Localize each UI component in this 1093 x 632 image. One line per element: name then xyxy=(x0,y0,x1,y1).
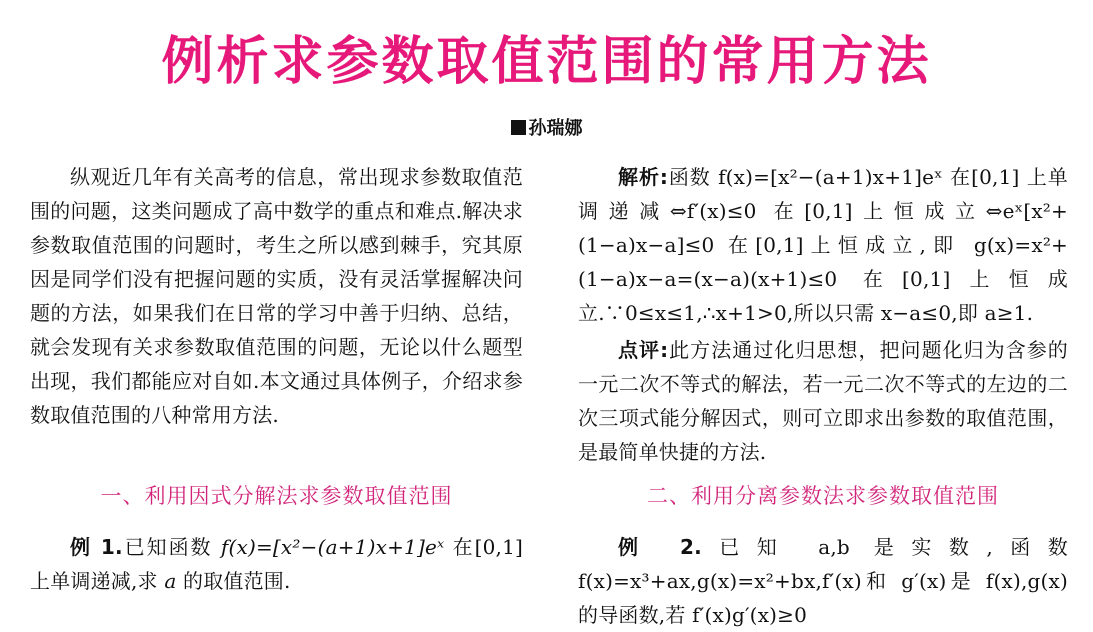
section-1-heading: 一、利用因式分解法求参数取值范围 xyxy=(100,484,453,508)
intro-paragraph: 纵观近几年有关高考的信息，常出现求参数取值范围的问题，这类问题成了高中数学的重点和难点.解决求参数取值范围的问题时，考生之所以感到棘手，究其原因是同学们没有把握问题的实质，没有灵活掌握解决问题的方法，如果我们在日常的学习中善于归纳、总结，就会发现有关求参数取值范围的问题，无论以什么题型出现，我们都能应对自如.本文通过具体例子，介绍求参数取值范围的八种常用方法. xyxy=(30,165,523,427)
article-title: 例析求参数取值范围的常用方法 xyxy=(161,32,932,92)
analysis-paragraph xyxy=(578,160,1068,330)
example-1-text-a: 已知函数 xyxy=(122,535,221,559)
example-2-text: 已知 a,b 是实数,函数 f(x)=x³+ax,g(x)=x²+bx,f′(x)和 g′(x)是 f(x),g(x) 的导函数,若 f′(x)g′(x)≥0 xyxy=(578,535,1068,627)
comment-paragraph xyxy=(578,333,1068,469)
author-line xyxy=(0,116,1093,142)
example-1-paragraph xyxy=(30,530,523,598)
example-1-text-b: 在[0,1] 上单调递减,求 xyxy=(30,535,524,593)
analysis-text: 函数 f(x)=[x²−(a+1)x+1]eˣ 在[0,1] 上单调递减⇔f′(x)≤0 在[0,1]上恒成立⇔eˣ[x²+(1−a)x−a]≤0 在[0,1]上恒成立,即 g(x)=x²+(1−a)x−a=(x−a)(x+1)≤0 在[0,1]上恒成立.∵0≤x≤1,∴x+1>0,所以只需 x−a≤0,即 a≥1. xyxy=(578,165,1068,325)
analysis-label: 解析: xyxy=(618,165,669,189)
author-name: 孙瑞娜 xyxy=(528,118,583,139)
left-column xyxy=(30,160,524,593)
example-2-label: 例 2. xyxy=(618,535,702,559)
example-1-label: 例 1. xyxy=(70,535,123,559)
black-square-icon xyxy=(511,120,526,135)
example-1-variable: a xyxy=(164,569,177,593)
section-2-heading: 二、利用分离参数法求参数取值范围 xyxy=(647,484,999,508)
right-column xyxy=(578,160,1068,627)
example-2-paragraph xyxy=(578,530,1068,632)
comment-label: 点评: xyxy=(618,338,669,362)
example-1-formula: f(x)=[x²−(a+1)x+1]eˣ xyxy=(220,535,445,559)
comment-text: 此方法通过化归思想，把问题化归为含参的一元二次不等式的解法，若一元二次不等式的左边的二次三项式能分解因式，则可立即求出参数的取值范围，是最简单快捷的方法. xyxy=(578,338,1068,464)
example-1-text-c: 的取值范围. xyxy=(176,569,291,593)
